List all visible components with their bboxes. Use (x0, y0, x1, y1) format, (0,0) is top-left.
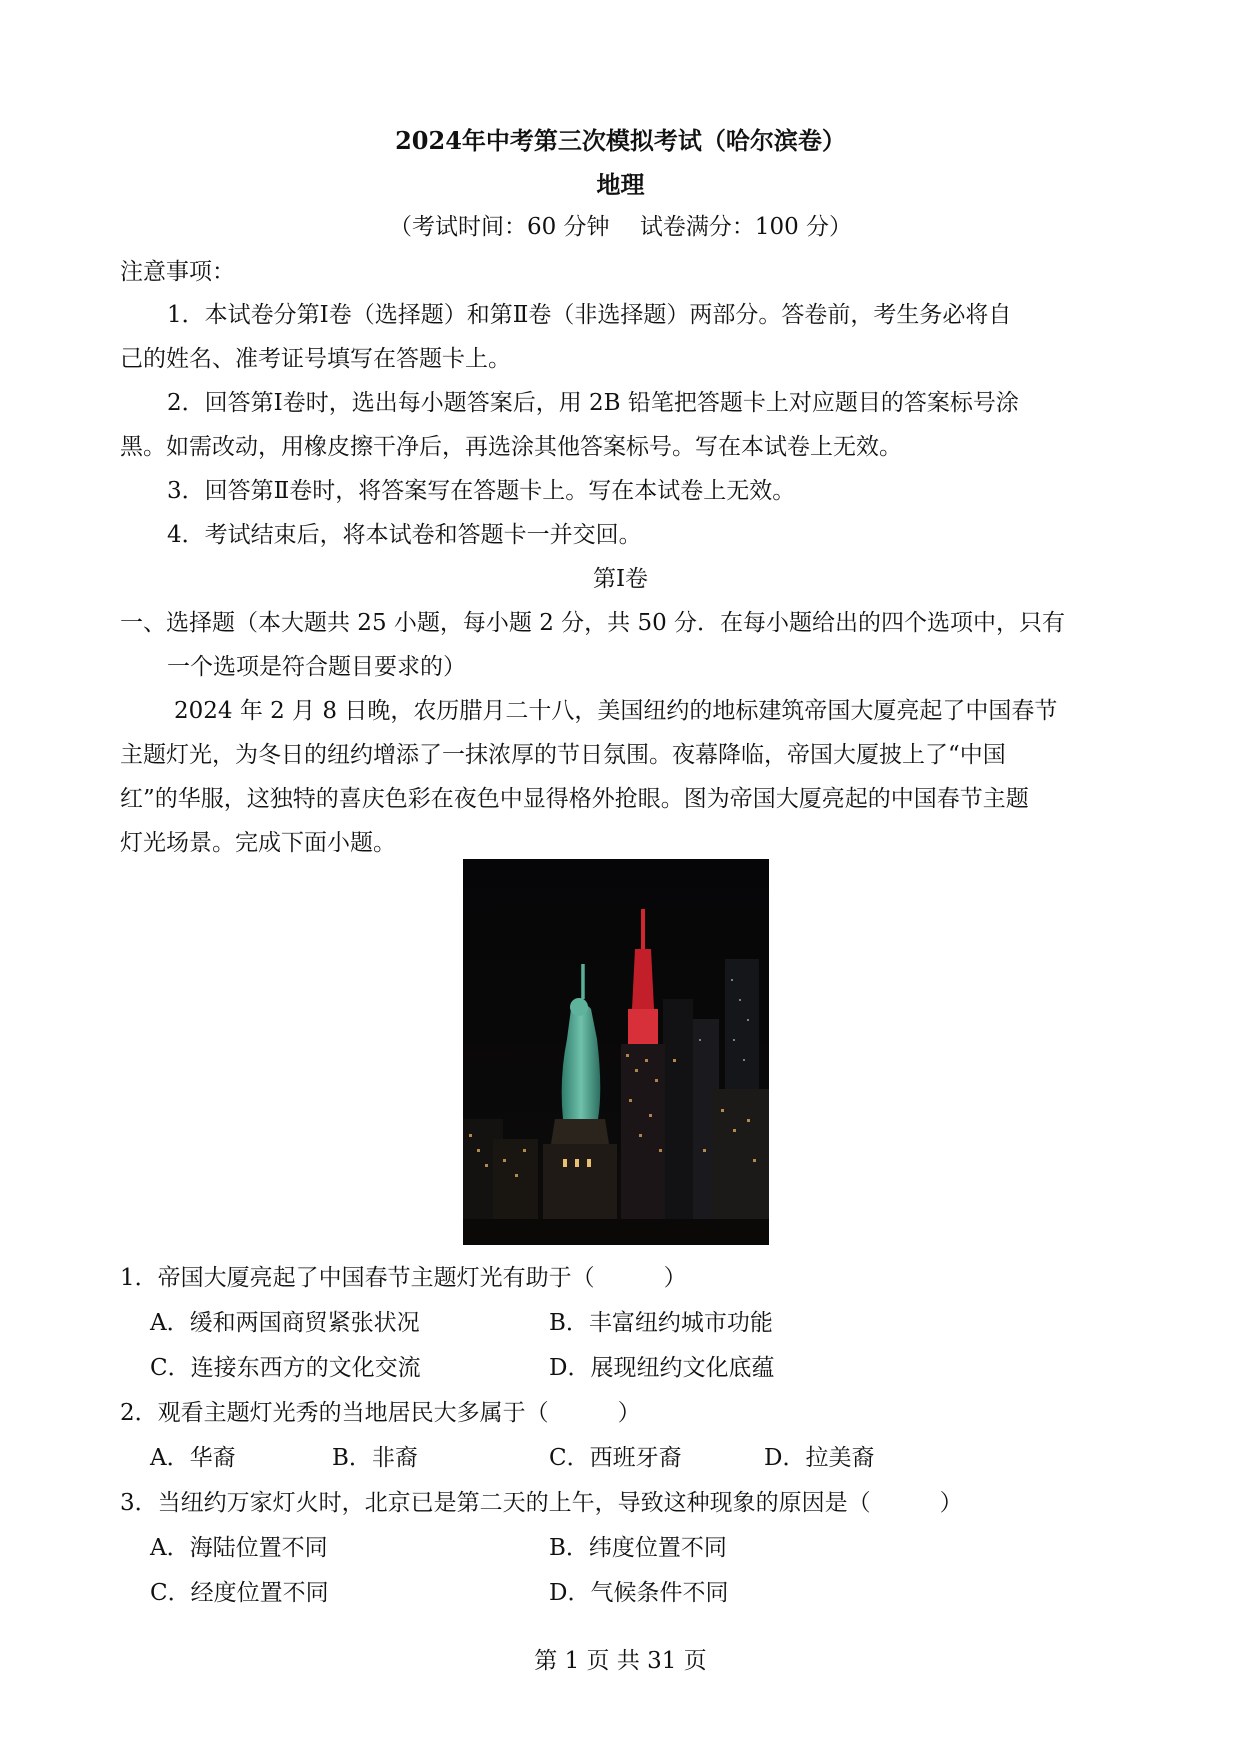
exam-info: （考试时间：60 分钟 试卷满分：100 分） (388, 214, 853, 240)
question-3-option-c: C．经度位置不同 (150, 1580, 329, 1606)
page-number: 第 1 页 共 31 页 (534, 1648, 707, 1674)
question-3-stem: 3．当纽约万家灯火时，北京已是第二天的上午，导致这种现象的原因是（ ） (120, 1490, 963, 1516)
passage-line-2: 主题灯光，为冬日的纽约增添了一抹浓厚的节日氛围。夜幕降临，帝国大厦披上了“中国 (120, 742, 1006, 768)
question-2-option-c: C．西班牙裔 (549, 1445, 682, 1471)
notice-item-4: 4．考试结束后，将本试卷和答题卡一并交回。 (167, 522, 642, 548)
part1-heading: 第Ⅰ卷 (592, 566, 649, 592)
notice-item-1-cont: 己的姓名、准考证号填写在答题卡上。 (120, 346, 511, 372)
question-1-stem: 1．帝国大厦亮起了中国春节主题灯光有助于（ ） (120, 1265, 687, 1291)
notice-item-3: 3．回答第Ⅱ卷时，将答案写在答题卡上。写在本试卷上无效。 (167, 478, 796, 504)
question-3-option-a: A．海陆位置不同 (150, 1535, 328, 1561)
section-heading-cont: 一个选项是符合题目要求的） (167, 654, 466, 680)
question-1-option-c: C．连接东西方的文化交流 (150, 1355, 421, 1381)
exam-title: 2024年中考第三次模拟考试（哈尔滨卷） (395, 126, 846, 155)
question-1-option-b: B．丰富纽约城市功能 (549, 1310, 773, 1336)
notice-item-1: 1．本试卷分第Ⅰ卷（选择题）和第Ⅱ卷（非选择题）两部分。答卷前，考生务必将自 (167, 302, 1012, 328)
question-2-option-b: B．非裔 (332, 1445, 418, 1471)
notice-item-2-cont: 黑。如需改动，用橡皮擦干净后，再选涂其他答案标号。写在本试卷上无效。 (120, 434, 902, 460)
question-1-option-a: A．缓和两国商贸紧张状况 (150, 1310, 420, 1336)
passage-line-1: 2024 年 2 月 8 日晚，农历腊月二十八，美国纽约的地标建筑帝国大厦亮起了中国春节 (174, 698, 1058, 724)
passage-line-3: 红”的华服，这独特的喜庆色彩在夜色中显得格外抢眼。图为帝国大厦亮起的中国春节主题 (120, 786, 1029, 812)
subject-title: 地理 (596, 170, 645, 199)
question-2-option-d: D．拉美裔 (764, 1445, 875, 1471)
question-1-option-d: D．展现纽约文化底蕴 (549, 1355, 775, 1381)
notice-heading: 注意事项： (120, 259, 235, 285)
question-2-stem: 2．观看主题灯光秀的当地居民大多属于（ ） (120, 1400, 641, 1426)
section-heading: 一、选择题（本大题共 25 小题，每小题 2 分，共 50 分．在每小题给出的四个选项中，只有 (120, 610, 1066, 636)
empire-state-photo (463, 859, 769, 1245)
question-3-option-b: B．纬度位置不同 (549, 1535, 727, 1561)
question-2-option-a: A．华裔 (150, 1445, 236, 1471)
question-3-option-d: D．气候条件不同 (549, 1580, 729, 1606)
passage-line-4: 灯光场景。完成下面小题。 (120, 830, 396, 856)
notice-item-2: 2．回答第Ⅰ卷时，选出每小题答案后，用 2B 铅笔把答题卡上对应题目的答案标号涂 (167, 390, 1019, 416)
